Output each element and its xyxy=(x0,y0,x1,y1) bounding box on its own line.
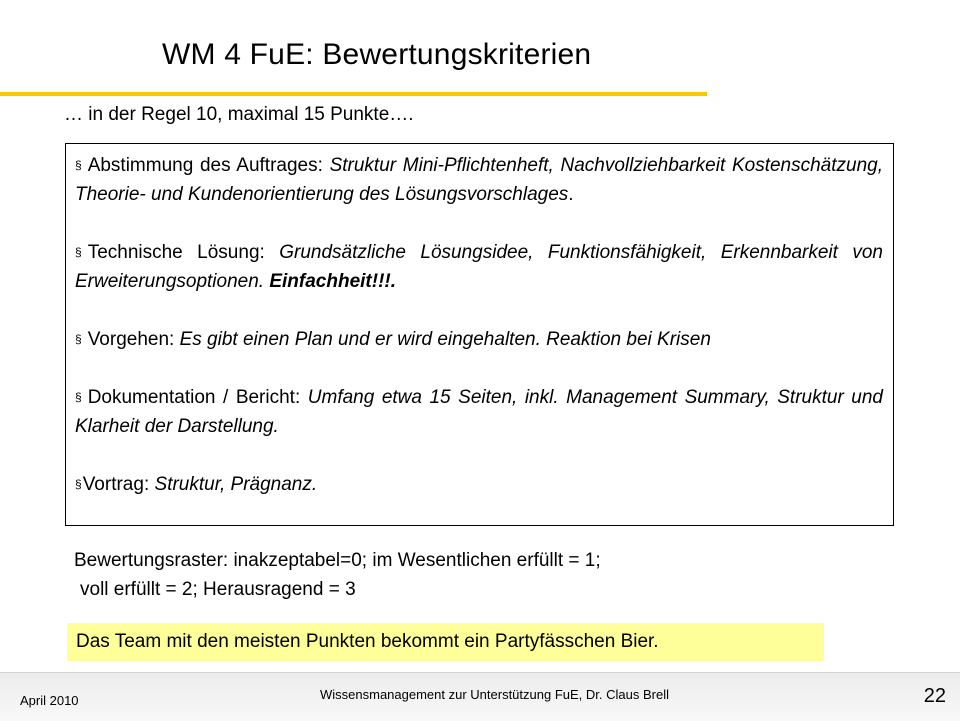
square-bullet-icon: § xyxy=(75,477,82,491)
criterion-description: Grundsätzliche Lösungsidee, Funktionsfähigkeit, Erkennbarkeit von Erweiterungsoptionen. xyxy=(75,242,883,292)
criterion-abstimmung xyxy=(75,151,883,209)
slide-title: WM 4 FuE: Bewertungskriterien xyxy=(162,38,592,71)
square-bullet-icon: § xyxy=(75,390,82,404)
criterion-label: Dokumentation / Bericht: xyxy=(87,387,301,408)
criteria-box xyxy=(65,143,894,526)
page-number: 22 xyxy=(923,685,946,707)
criterion-label: Vorgehen: xyxy=(87,329,175,350)
footer-date: April 2010 xyxy=(20,693,79,708)
criterion-label: Vortrag: xyxy=(82,474,150,495)
square-bullet-icon: § xyxy=(75,158,82,172)
rating-scale-line-1: Bewertungsraster: inakzeptabel=0; im Wesentlichen erfüllt = 1; xyxy=(74,550,601,571)
criterion-technische-loesung xyxy=(75,238,883,296)
criterion-description: Struktur Mini-Pflichtenheft, Nachvollziehbarkeit Kostenschätzung, Theorie- und Kundenorientierung des Lösungsvorschlages xyxy=(75,155,883,205)
criterion-label: Abstimmung des Auftrages: xyxy=(87,155,323,176)
criterion-description: Es gibt einen Plan und er wird eingehalten. Reaktion bei Krisen xyxy=(179,329,711,350)
prize-callout: Das Team mit den meisten Punkten bekommt ein Partyfässchen Bier. xyxy=(67,623,824,661)
criterion-dokumentation xyxy=(75,383,883,441)
footer-presentation-title: Wissensmanagement zur Unterstützung FuE, Dr. Claus Brell xyxy=(320,687,669,702)
square-bullet-icon: § xyxy=(75,245,82,259)
title-underline xyxy=(0,92,707,96)
criterion-emphasis: Einfachheit!!!. xyxy=(269,271,397,292)
rating-scale xyxy=(74,546,601,604)
criterion-tail: . xyxy=(568,184,574,205)
rating-scale-line-2: voll erfüllt = 2; Herausragend = 3 xyxy=(80,579,356,600)
criterion-label: Technische Lösung: xyxy=(87,242,265,263)
square-bullet-icon: § xyxy=(75,332,82,346)
criterion-vortrag xyxy=(75,470,883,499)
criterion-description: Umfang etwa 15 Seiten, inkl. Management Summary, Struktur und Klarheit der Darstellung. xyxy=(75,387,883,437)
slide-subtitle: … in der Regel 10, maximal 15 Punkte…. xyxy=(64,104,414,125)
criterion-description: Struktur, Prägnanz. xyxy=(154,474,318,495)
criterion-vorgehen xyxy=(75,325,883,354)
